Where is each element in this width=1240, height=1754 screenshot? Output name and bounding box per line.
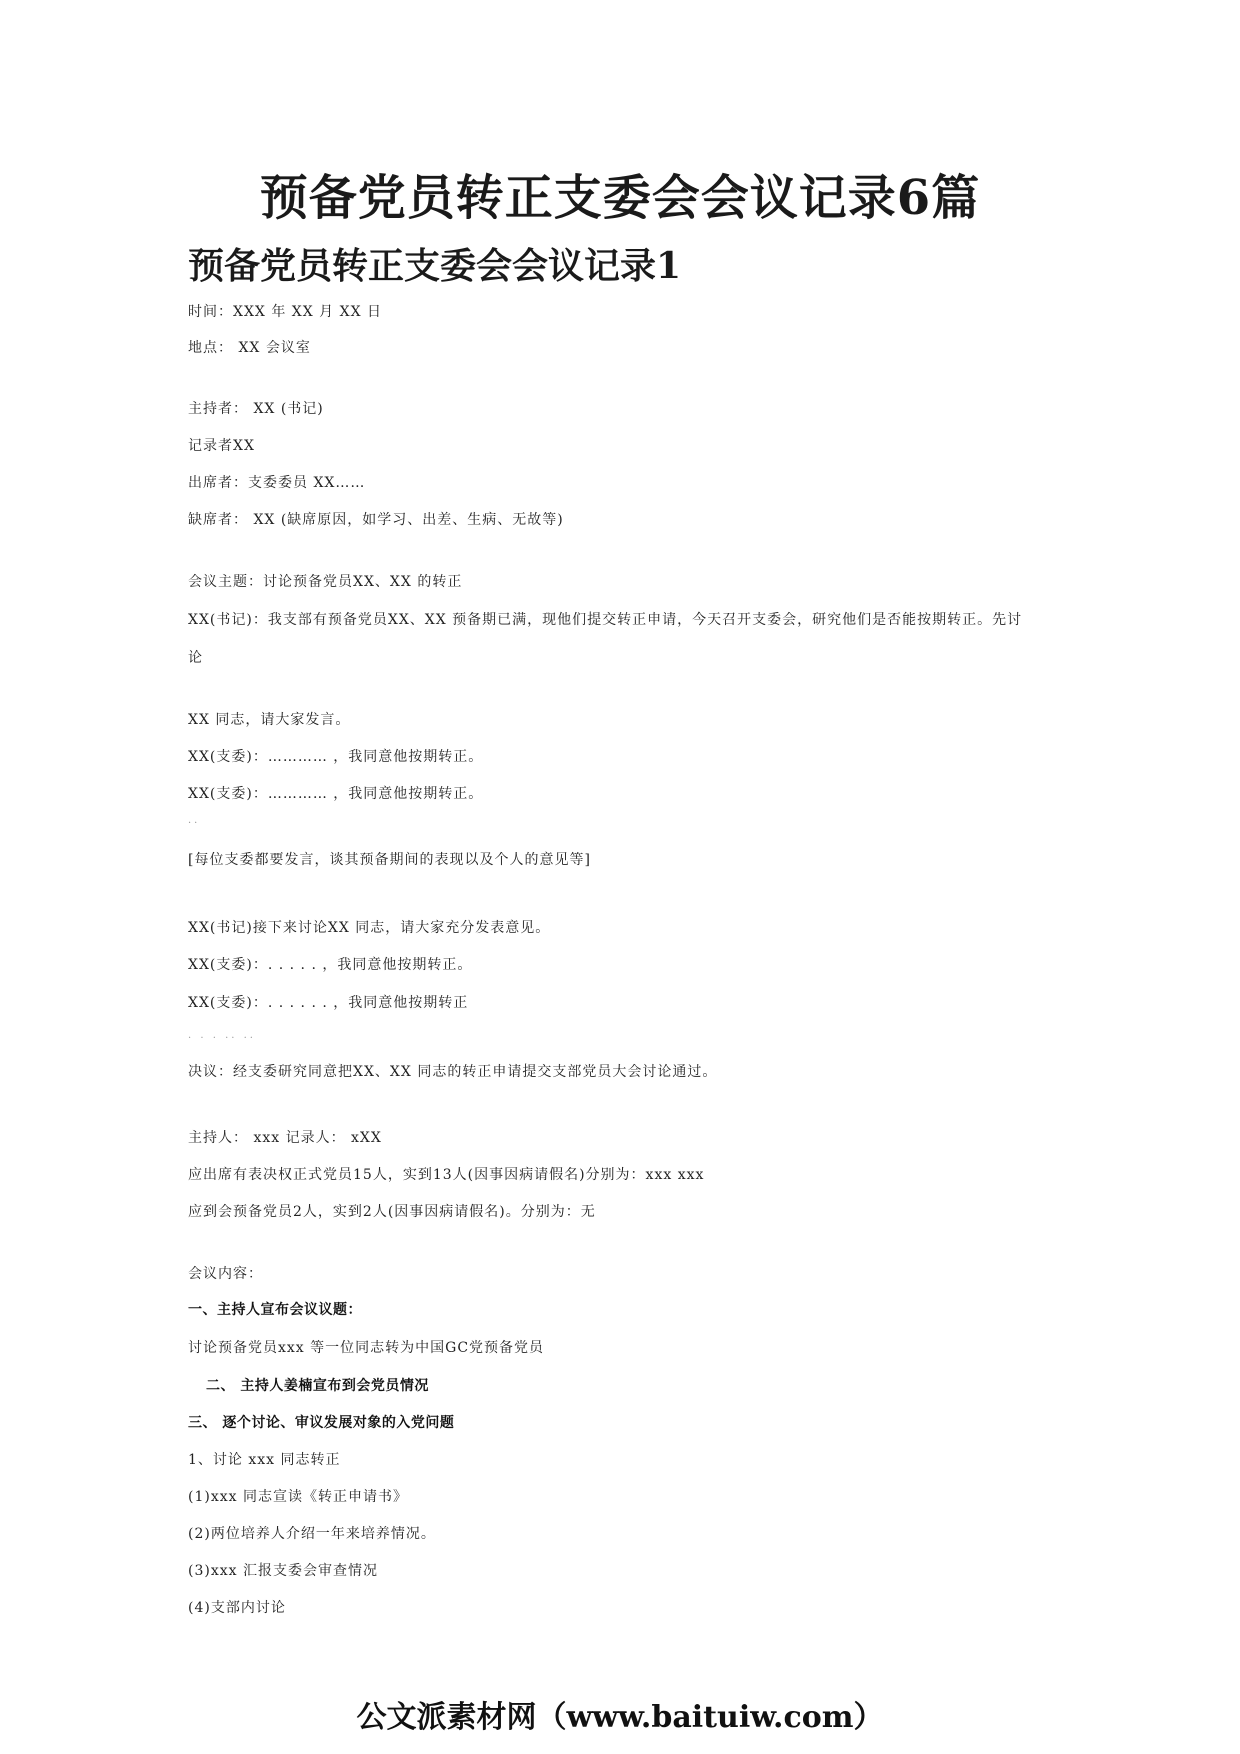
agenda-step: (4)支部内讨论 bbox=[188, 1600, 286, 1616]
section-title: 预备党员转正支委会会议记录1 bbox=[188, 245, 682, 287]
formal-member-attendance: 应出席有表决权正式党员15人，实到13人(因事因病请假名)分别为：xxx xxx bbox=[188, 1167, 705, 1183]
secretary-next: XX(书记)接下来讨论XX 同志，请大家充分发表意见。 bbox=[188, 920, 551, 936]
meeting-absentees: 缺席者： XX (缺席原因，如学习、出差、生病、无故等) bbox=[188, 512, 564, 528]
meeting-attendees: 出席者：支委委员 XX…… bbox=[188, 475, 366, 491]
meeting-topic: 会议主题：讨论预备党员XX、XX 的转正 bbox=[188, 574, 463, 590]
meeting-content-label: 会议内容： bbox=[188, 1266, 263, 1282]
ellipsis-mark: . . . .. .. bbox=[188, 1030, 256, 1041]
agenda-step: (2)两位培养人介绍一年来培养情况。 bbox=[188, 1526, 436, 1542]
document-title: 预备党员转正支委会会议记录6篇 bbox=[259, 170, 981, 226]
committee-opinion: XX(支委)：………… ，我同意他按期转正。 bbox=[188, 786, 484, 802]
meeting-location: 地点： XX 会议室 bbox=[188, 340, 311, 356]
committee-opinion: XX(支委)：………… ，我同意他按期转正。 bbox=[188, 749, 484, 765]
host-recorder: 主持人： xxx 记录人： xXX bbox=[188, 1130, 382, 1146]
footer-watermark: 公文派素材网（www.baituiw.com） bbox=[356, 1700, 884, 1735]
agenda-item-text: 讨论预备党员xxx 等一位同志转为中国GC党预备党员 bbox=[188, 1340, 545, 1356]
secretary-statement: XX(书记)：我支部有预备党员XX、XX 预备期已满，现他们提交转正申请，今天召开支委会，研究他们是否能按期转正。先讨 bbox=[188, 612, 1023, 628]
agenda-heading-3: 三、 逐个讨论、审议发展对象的入党问题 bbox=[188, 1415, 455, 1431]
ellipsis-mark: ·· bbox=[188, 818, 201, 829]
agenda-heading-2: 二、 主持人姜楠宣布到会党员情况 bbox=[206, 1378, 429, 1394]
meeting-recorder: 记录者XX bbox=[188, 438, 255, 454]
agenda-subitem: 1、讨论 xxx 同志转正 bbox=[188, 1452, 341, 1468]
discussion-prompt: XX 同志，请大家发言。 bbox=[188, 712, 351, 728]
bracket-note: [每位支委都要发言，谈其预备期间的表现以及个人的意见等] bbox=[188, 852, 591, 868]
committee-opinion: XX(支委)：. . . . . . ，我同意他按期转正 bbox=[188, 995, 469, 1011]
agenda-heading-1: 一、主持人宣布会议议题： bbox=[188, 1302, 362, 1318]
probationary-attendance: 应到会预备党员2人，实到2人(因事因病请假名)。分别为：无 bbox=[188, 1204, 596, 1220]
secretary-statement-cont: 论 bbox=[188, 650, 203, 666]
meeting-host: 主持者： XX (书记) bbox=[188, 401, 324, 417]
agenda-step: (3)xxx 汇报支委会审查情况 bbox=[188, 1563, 378, 1579]
resolution: 决议：经支委研究同意把XX、XX 同志的转正申请提交支部党员大会讨论通过。 bbox=[188, 1064, 718, 1080]
agenda-step: (1)xxx 同志宣读《转正申请书》 bbox=[188, 1489, 408, 1505]
meeting-time: 时间：XXX 年 XX 月 XX 日 bbox=[188, 304, 383, 320]
committee-opinion: XX(支委)：. . . . . ，我同意他按期转正。 bbox=[188, 957, 473, 973]
